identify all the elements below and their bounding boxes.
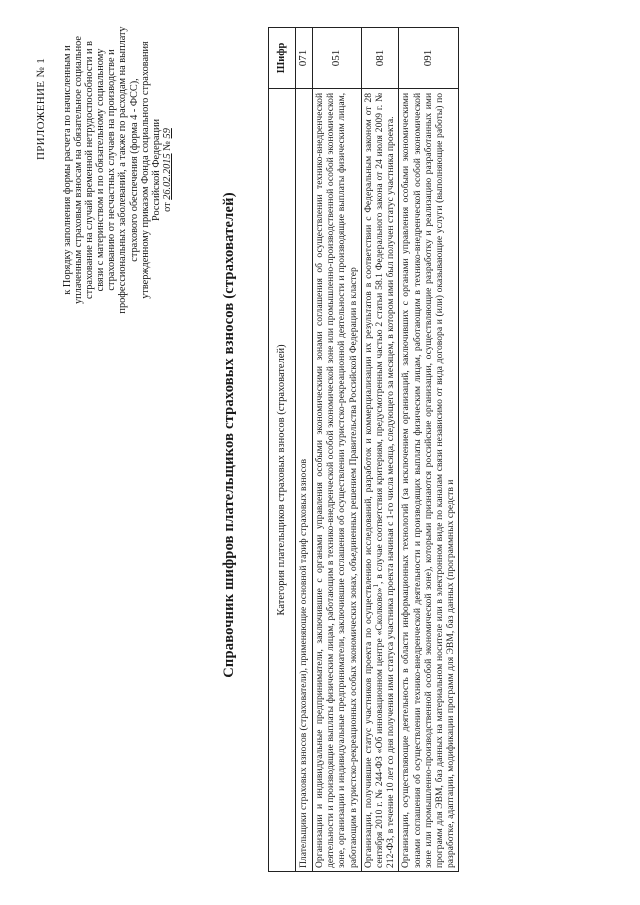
approval-line: связи с материнством и по обязательному социальному [95,48,107,292]
approval-date: 26.02.2015 [161,153,173,200]
approval-line: уплаченным страховым взносам на обязательное социальное [73,36,85,304]
payer-codes-table [268,27,459,872]
approval-number-prefix: № [161,141,173,151]
payer-code: 051 [313,28,362,89]
approval-line: страхованию от несчастных случаев на производстве и [106,49,118,291]
payer-code: 081 [361,28,399,89]
table-row [313,28,362,872]
code-column-header: Шифр [269,28,296,89]
payer-code: 071 [296,28,313,89]
approval-block [62,20,173,320]
payer-category: Организации и индивидуальные предприниматели, заключившие с органами управления особыми экономическими зонами соглашения об осуществлении технико-внедренческой деятельности и производящие выплаты физическим лицам, работающим в технико-внедренческой особой экономической зоне или промышленно-производственной особой экономической зоне, организации и индивидуальные предприниматели, заключившие соглашения об осуществлении туристско-рекреационной деятельности и производящие выплаты физическим лицам, работающим в туристско-рекреационных особых экономических зонах, объединенных решением Правительства Российской Федерации в кластер [313,88,362,871]
appendix-number: ПРИЛОЖЕНИЕ № 1 [35,57,47,160]
footnote-marker: 1 [371,584,380,588]
table-row [399,28,459,872]
approval-date-line [162,20,173,320]
approval-line: Российской Федерации [150,119,162,221]
payer-category: Организации, осуществляющие деятельность в области информационных технологий (за исключением организаций, заключивших с органами управления особыми экономическими зонами соглашения об осуществлении технико-внедренческой деятельности и производящих выплаты физическим лицам, работающим в технико-внедренческой особой экономической зоне или промышленно-производственной особой экономической зоне), которыми признаются российские организации, осуществляющие разработку и реализацию разработанных ими программ для ЭВМ, баз данных на материальном носителе или в электронном виде по каналам связи независимо от вида договора и (или) оказывающие услуги (выполняющие работы) по разработке, адаптации, модификации программ для ЭВМ, баз данных (программных средств и [399,88,459,871]
payer-category-text: Организации, получившие статус участников проекта по осуществлению исследований, разработок и коммерциализации их результатов в соответствии с Федеральным законом от 28 сентября 2010 г. № 244-ФЗ «Об инновационном центре «Сколково» [362,92,386,868]
payer-category: Плательщики страховых взносов (страхователи), применяющие основной тариф страховых взносов [296,88,313,871]
approval-line: к Порядку заполнения формы расчета по начисленным и [62,45,73,295]
approval-line: страхового обеспечения (форма 4 - ФСС), [128,78,140,262]
payer-category [361,88,399,871]
payer-category-text-continued: , в случае соответствия критериям, предусмотренным частью 2 статьи 58.1 Федерального закона от 24 июля 2009 г. № 212-ФЗ, в течение 10 лет со дня получения ими статуса участника проекта начиная с 1-го числа месяца, следующего за месяцем, в котором ими был получен статус участника проекта. [374,92,397,868]
approval-from-prefix: от [161,202,173,212]
approval-line: профессиональных заболеваний, а также по расходам на выплату [117,26,129,314]
table-row [296,28,313,872]
table-header-row [269,28,296,872]
category-column-header: Категория плательщиков страховых взносов (страхователей) [269,88,296,871]
approval-number: 59 [161,128,173,139]
payer-code: 091 [399,28,459,89]
document-title: Справочник шифров плательщиков страховых взносов (страхователей) [221,192,237,678]
table-row [361,28,399,872]
approval-line: страхование на случай временной нетрудоспособности и в [84,41,96,299]
approval-line: утвержденному приказом Фонда социального страхования [139,41,151,299]
